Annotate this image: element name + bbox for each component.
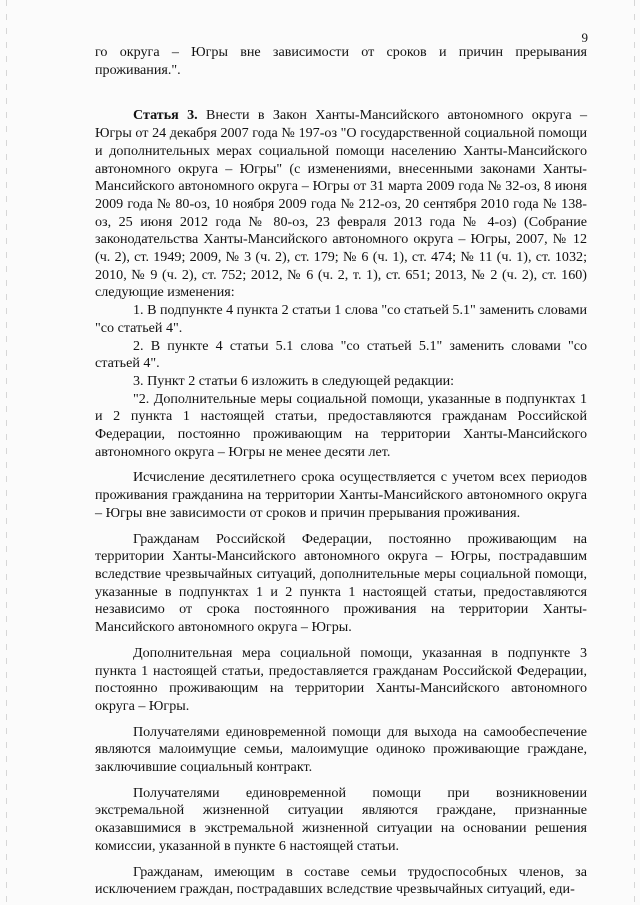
document-body bbox=[95, 44, 587, 899]
paragraph-text: Гражданам, имеющим в составе семьи трудоспособных членов, за исключением граждан, пострадавших вследствие чрезвычайных ситуаций, еди- bbox=[95, 863, 587, 898]
amendment-item-1 bbox=[95, 302, 587, 337]
paragraph-text: Исчисление десятилетнего срока осуществляется с учетом всех периодов проживания гражданина на территории Ханты-Мансийского автономного округа – Югры вне зависимости от сроков и причин прерывания проживания. bbox=[95, 469, 587, 521]
paragraph-text: "2. Дополнительные меры социальной помощи, указанные в подпунктах 1 и 2 пункта 1 настоящей статьи, предоставляются гражданам Российской Федерации, постоянно проживающим на территории Ханты-Мансийского автономного округа – Югры не менее десяти лет. bbox=[95, 390, 587, 460]
paragraph-text: го округа – Югры вне зависимости от сроков и причин прерывания проживания.". bbox=[95, 44, 587, 78]
scan-edge-left bbox=[6, 0, 7, 905]
paragraph-ten-year-period bbox=[95, 469, 587, 522]
paragraph-text: 1. В подпункте 4 пункта 2 статьи 1 слова "со статьей 5.1" заменить словами "со статьей 4". bbox=[95, 302, 587, 336]
paragraph-text: Внести в Закон Ханты-Мансийского автономного округа – Югры от 24 декабря 2007 года № 197-оз "О государственной социальной помощи и дополнительных мерах социальной помощи населению Ханты-Мансийского автономного округа – Югры" (с изменениями, внесенными законами Ханты-Мансийского автономного округа – Югры от 31 марта 2009 года № 32-оз, 8 июня 2009 года № 80-оз, 10 ноября 2009 года № 212-оз, 20 сентября 2010 года № 138-оз, 25 июня 2012 года № 80-оз, 23 февраля 2013 года № 4-оз) (Собрание законодательства Ханты-Мансийского автономного округа – Югры, 2007, № 12 (ч. 2), ст. 1949; 2009, № 3 (ч. 2), ст. 179; № 6 (ч. 1), ст. 474; № 11 (ч. 1), ст. 1032; 2010, № 9 (ч. 2), ст. 752; 2012, № 6 (ч. 2, т. 1), ст. 651; 2013, № 2 (ч. 2), ст. 160) следующие изменения: bbox=[95, 107, 587, 301]
scan-edge-right bbox=[634, 0, 635, 905]
paragraph-continuation bbox=[95, 44, 587, 79]
paragraph-subitem-3 bbox=[95, 645, 587, 716]
amendment-item-3 bbox=[95, 373, 587, 391]
paragraph-emergency-victims bbox=[95, 531, 587, 637]
paragraph-extreme-situation-aid bbox=[95, 785, 587, 856]
paragraph-able-bodied-members bbox=[95, 864, 587, 899]
page-number: 9 bbox=[581, 30, 588, 45]
article-3-paragraph bbox=[95, 107, 587, 302]
paragraph-text: 3. Пункт 2 статьи 6 изложить в следующей редакции: bbox=[133, 372, 455, 389]
paragraph-text: Гражданам Российской Федерации, постоянно проживающим на территории Ханты-Мансийского автономного округа – Югры, пострадавшим вследствие чрезвычайных ситуаций, дополнительные меры социальной помощи, указанные в подпунктах 1 и 2 пункта 1 настоящей статьи, предоставляются независимо от срока постоянного проживания на территории Ханты-Мансийского автономного округа – Югры. bbox=[95, 530, 587, 636]
paragraph-text: Дополнительная мера социальной помощи, указанная в подпункте 3 пункта 1 настоящей статьи, предоставляется гражданам Российской Федерации, постоянно проживающим на территории Ханты-Мансийского автономного округа – Югры. bbox=[95, 644, 587, 714]
paragraph-text: 2. В пункте 4 статьи 5.1 слова "со статьей 5.1" заменить словами "со статьей 4". bbox=[95, 337, 587, 372]
paragraph-text: Получателями единовременной помощи для выхода на самообеспечение являются малоимущие семьи, малоимущие одиноко проживающие граждане, заключившие социальный контракт. bbox=[95, 723, 587, 776]
amendment-item-2 bbox=[95, 338, 587, 373]
paragraph-self-sufficiency-aid bbox=[95, 724, 587, 777]
paragraph-text: Получателями единовременной помощи при возникновении экстремальной жизненной ситуации являются граждане, признанные оказавшимися в экстремальной жизненной ситуации на основании решения комиссии, указанной в пункте 6 настоящей статьи. bbox=[95, 784, 587, 854]
article-heading: Статья 3. bbox=[133, 107, 198, 124]
quoted-clause-2 bbox=[95, 391, 587, 462]
